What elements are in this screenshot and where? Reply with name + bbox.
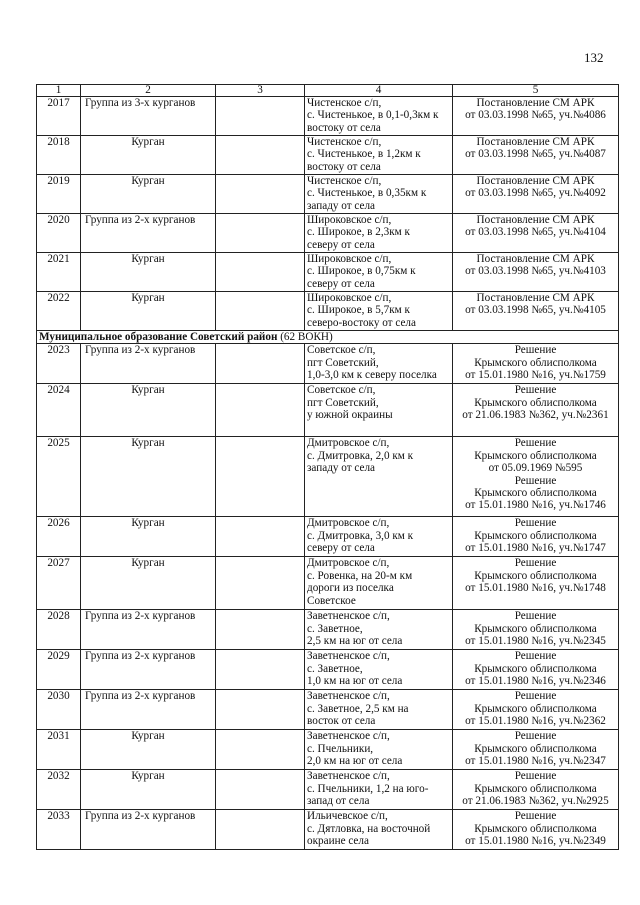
document-line: Решение [514, 384, 557, 397]
location-line: с. Пчельники, 1,2 на юго- [307, 782, 429, 795]
location-cell [305, 253, 453, 292]
object-name: Курган [81, 384, 216, 437]
document-line: от 15.01.1980 №16, уч.№1747 [465, 542, 606, 555]
table-row [37, 214, 619, 253]
location-line: Дмитровское с/п, [307, 437, 390, 450]
table-row [37, 253, 619, 292]
object-name: Группа из 2-х курганов [81, 610, 216, 650]
document-line: Крымского облисполкома [474, 742, 597, 755]
empty-cell [216, 175, 305, 214]
location-line: с. Заветное, 2,5 км на [307, 702, 409, 715]
record-number: 2029 [37, 650, 81, 690]
empty-cell [216, 517, 305, 557]
location-line: Советское с/п, [307, 384, 376, 397]
document-line: от 15.01.1980 №16, уч.№1746 [465, 499, 606, 512]
document-cell [453, 344, 619, 384]
document-line: от 15.01.1980 №16, уч.№2345 [465, 635, 606, 648]
empty-cell [216, 810, 305, 850]
object-name: Курган [81, 292, 216, 331]
location-cell [305, 136, 453, 175]
location-line: Широковское с/п, [307, 292, 392, 304]
document-line: от 05.09.1969 №595 [488, 462, 583, 475]
record-number: 2031 [37, 730, 81, 770]
location-line: Ильичевское с/п, [307, 810, 388, 823]
location-cell [305, 344, 453, 384]
location-line: дороги из поселка [307, 582, 394, 595]
document-line: Крымского облисполкома [474, 487, 597, 500]
location-line: западу от села [307, 462, 376, 475]
document-line: от 03.03.1998 №65, уч.№4086 [465, 109, 606, 122]
document-line: Решение [514, 437, 557, 450]
document-cell [453, 437, 619, 517]
document-cell [453, 292, 619, 331]
document-line: от 15.01.1980 №16, уч.№1748 [465, 582, 606, 595]
table-row [37, 650, 619, 690]
location-line: восток от села [307, 715, 376, 728]
location-cell [305, 97, 453, 136]
location-line: с. Дятловка, на восточной [307, 822, 431, 835]
column-header: 4 [305, 85, 453, 97]
document-cell [453, 690, 619, 730]
document-line: Решение [514, 517, 557, 530]
table-row [37, 175, 619, 214]
record-number: 2025 [37, 437, 81, 517]
document-line: от 03.03.1998 №65, уч.№4103 [465, 265, 606, 278]
location-cell [305, 690, 453, 730]
location-line: западу от села [307, 199, 376, 212]
location-cell [305, 292, 453, 331]
table-row [37, 517, 619, 557]
document-cell [453, 175, 619, 214]
location-cell [305, 517, 453, 557]
location-line: Широковское с/п, [307, 253, 392, 265]
document-line: от 15.01.1980 №16, уч.№2362 [465, 715, 606, 728]
location-line: 1,0-3,0 км к северу поселка [307, 369, 437, 382]
empty-cell [216, 253, 305, 292]
document-cell [453, 517, 619, 557]
document-line: Постановление СМ АРК [476, 136, 595, 148]
object-name: Курган [81, 557, 216, 610]
empty-cell [216, 214, 305, 253]
table-row [37, 770, 619, 810]
record-number: 2020 [37, 214, 81, 253]
location-line: с. Чистенькое, в 0,35км к [307, 187, 427, 200]
location-cell [305, 214, 453, 253]
object-name: Курган [81, 175, 216, 214]
location-line: Советское [307, 594, 356, 607]
location-line: востоку от села [307, 121, 381, 134]
location-line: с. Широкое, в 5,7км к [307, 304, 410, 317]
location-line: окраине села [307, 835, 369, 848]
empty-cell [216, 384, 305, 437]
document-line: Крымского облисполкома [474, 529, 597, 542]
location-line: у южной окраины [307, 409, 393, 422]
location-line: Дмитровское с/п, [307, 557, 390, 570]
table-row [37, 384, 619, 437]
location-line: 2,0 км на юг от села [307, 755, 403, 768]
location-cell [305, 557, 453, 610]
document-line: от 03.03.1998 №65, уч.№4092 [465, 187, 606, 200]
section-count: (62 ВОКН) [277, 331, 333, 343]
empty-cell [216, 690, 305, 730]
object-name: Курган [81, 136, 216, 175]
empty-cell [216, 610, 305, 650]
document-cell [453, 97, 619, 136]
table-row [37, 97, 619, 136]
object-name: Группа из 2-х курганов [81, 650, 216, 690]
location-cell [305, 610, 453, 650]
section-title: Муниципальное образование Советский район [39, 331, 278, 343]
document-cell [453, 557, 619, 610]
object-name: Курган [81, 730, 216, 770]
location-cell [305, 437, 453, 517]
column-header: 2 [81, 85, 216, 97]
empty-cell [216, 292, 305, 331]
record-number: 2018 [37, 136, 81, 175]
location-line: северу от села [307, 277, 375, 290]
document-line: Решение [514, 690, 557, 703]
location-line: Советское с/п, [307, 344, 376, 357]
document-line: от 03.03.1998 №65, уч.№4104 [465, 226, 606, 239]
record-number: 2017 [37, 97, 81, 136]
table-row [37, 810, 619, 850]
empty-cell [216, 437, 305, 517]
location-cell [305, 650, 453, 690]
document-line: Решение [514, 770, 557, 783]
document-cell [453, 384, 619, 437]
location-line: Заветненское с/п, [307, 730, 390, 743]
table-row [37, 292, 619, 331]
object-name: Группа из 2-х курганов [81, 344, 216, 384]
document-line: Постановление СМ АРК [476, 97, 595, 109]
location-line: с. Дмитровка, 2,0 км к [307, 449, 414, 462]
location-line: с. Широкое, в 0,75км к [307, 265, 416, 278]
document-cell [453, 214, 619, 253]
object-name: Группа из 2-х курганов [81, 810, 216, 850]
empty-cell [216, 650, 305, 690]
location-line: Дмитровское с/п, [307, 517, 390, 530]
table-row [37, 557, 619, 610]
location-line: запад от села [307, 795, 370, 808]
document-line: Решение [514, 344, 557, 357]
location-line: с. Широкое, в 2,3км к [307, 226, 410, 239]
document-line: от 21.06.1983 №362, уч.№2925 [462, 795, 609, 808]
empty-cell [216, 730, 305, 770]
document-line: Решение [514, 557, 557, 570]
column-header: 3 [216, 85, 305, 97]
empty-cell [216, 97, 305, 136]
location-line: северо-востоку от села [307, 316, 416, 329]
section-row [37, 331, 619, 344]
document-line: Крымского облисполкома [474, 822, 597, 835]
record-number: 2021 [37, 253, 81, 292]
location-line: с. Заветное, [307, 622, 363, 635]
document-cell [453, 136, 619, 175]
location-line: Широковское с/п, [307, 214, 392, 226]
location-line: 1,0 км на юг от села [307, 675, 403, 688]
empty-cell [216, 557, 305, 610]
document-line: Решение [514, 474, 557, 487]
empty-cell [216, 770, 305, 810]
record-number: 2019 [37, 175, 81, 214]
object-name: Группа из 2-х курганов [81, 690, 216, 730]
document-line: Решение [514, 810, 557, 823]
document-line: от 15.01.1980 №16, уч.№2349 [465, 835, 606, 848]
location-line: с. Ровенка, на 20-м км [307, 569, 413, 582]
document-line: Крымского облисполкома [474, 622, 597, 635]
record-number: 2028 [37, 610, 81, 650]
document-line: Крымского облисполкома [474, 569, 597, 582]
location-line: Чистенское с/п, [307, 97, 382, 109]
table-row [37, 610, 619, 650]
document-line: Крымского облисполкома [474, 449, 597, 462]
location-line: с. Чистенькое, в 0,1-0,3км к [307, 109, 439, 122]
location-line: Заветненское с/п, [307, 610, 390, 623]
document-line: Крымского облисполкома [474, 356, 597, 369]
record-number: 2032 [37, 770, 81, 810]
document-cell [453, 650, 619, 690]
empty-cell [216, 344, 305, 384]
table-row [37, 690, 619, 730]
document-line: Крымского облисполкома [474, 396, 597, 409]
document-line: Крымского облисполкома [474, 782, 597, 795]
document-line: Решение [514, 650, 557, 663]
location-line: Чистенское с/п, [307, 136, 382, 148]
table-row [37, 730, 619, 770]
document-line: от 15.01.1980 №16, уч.№2346 [465, 675, 606, 688]
location-cell [305, 770, 453, 810]
record-number: 2023 [37, 344, 81, 384]
location-line: северу от села [307, 238, 375, 251]
record-number: 2026 [37, 517, 81, 557]
table-row [37, 344, 619, 384]
location-line: Заветненское с/п, [307, 770, 390, 783]
object-name: Курган [81, 253, 216, 292]
document-cell [453, 253, 619, 292]
record-number: 2033 [37, 810, 81, 850]
location-line: с. Дмитровка, 3,0 км к [307, 529, 414, 542]
object-name: Курган [81, 770, 216, 810]
location-line: пгт Советский, [307, 356, 379, 369]
document-line: Постановление СМ АРК [476, 175, 595, 187]
document-cell [453, 770, 619, 810]
document-line: Постановление СМ АРК [476, 292, 595, 304]
location-cell [305, 175, 453, 214]
table-row [37, 437, 619, 517]
location-cell [305, 810, 453, 850]
document-line: Постановление СМ АРК [476, 214, 595, 226]
document-line: от 03.03.1998 №65, уч.№4105 [465, 304, 606, 317]
document-line: Решение [514, 610, 557, 623]
location-line: с. Пчельники, [307, 742, 374, 755]
document-line: Крымского облисполкома [474, 662, 597, 675]
object-name: Курган [81, 437, 216, 517]
location-line: 2,5 км на юг от села [307, 635, 403, 648]
page-number: 132 [584, 50, 604, 65]
document-line: от 15.01.1980 №16, уч.№1759 [465, 369, 606, 382]
location-line: Заветненское с/п, [307, 650, 390, 663]
location-line: Чистенское с/п, [307, 175, 382, 187]
column-header-row [37, 85, 619, 97]
empty-cell [216, 136, 305, 175]
column-header: 5 [453, 85, 619, 97]
location-line: востоку от села [307, 160, 381, 173]
location-cell [305, 730, 453, 770]
record-number: 2022 [37, 292, 81, 331]
document-line: Постановление СМ АРК [476, 253, 595, 265]
record-number: 2027 [37, 557, 81, 610]
record-number: 2030 [37, 690, 81, 730]
document-line: от 15.01.1980 №16, уч.№2347 [465, 755, 606, 768]
heritage-registry-table [36, 84, 619, 850]
object-name: Группа из 2-х курганов [81, 214, 216, 253]
table-row [37, 136, 619, 175]
object-name: Курган [81, 517, 216, 557]
object-name: Группа из 3-х курганов [81, 97, 216, 136]
location-line: с. Чистенькое, в 1,2км к [307, 148, 421, 161]
document-line: Решение [514, 730, 557, 743]
document-cell [453, 730, 619, 770]
location-cell [305, 384, 453, 437]
location-line: с. Заветное, [307, 662, 363, 675]
location-line: пгт Советский, [307, 396, 379, 409]
location-line: северу от села [307, 542, 375, 555]
document-cell [453, 810, 619, 850]
document-line: Крымского облисполкома [474, 702, 597, 715]
document-line: от 03.03.1998 №65, уч.№4087 [465, 148, 606, 161]
document-cell [453, 610, 619, 650]
location-line: Заветненское с/п, [307, 690, 390, 703]
record-number: 2024 [37, 384, 81, 437]
column-header: 1 [37, 85, 81, 97]
document-line: от 21.06.1983 №362, уч.№2361 [462, 409, 609, 422]
section-heading [37, 331, 619, 344]
